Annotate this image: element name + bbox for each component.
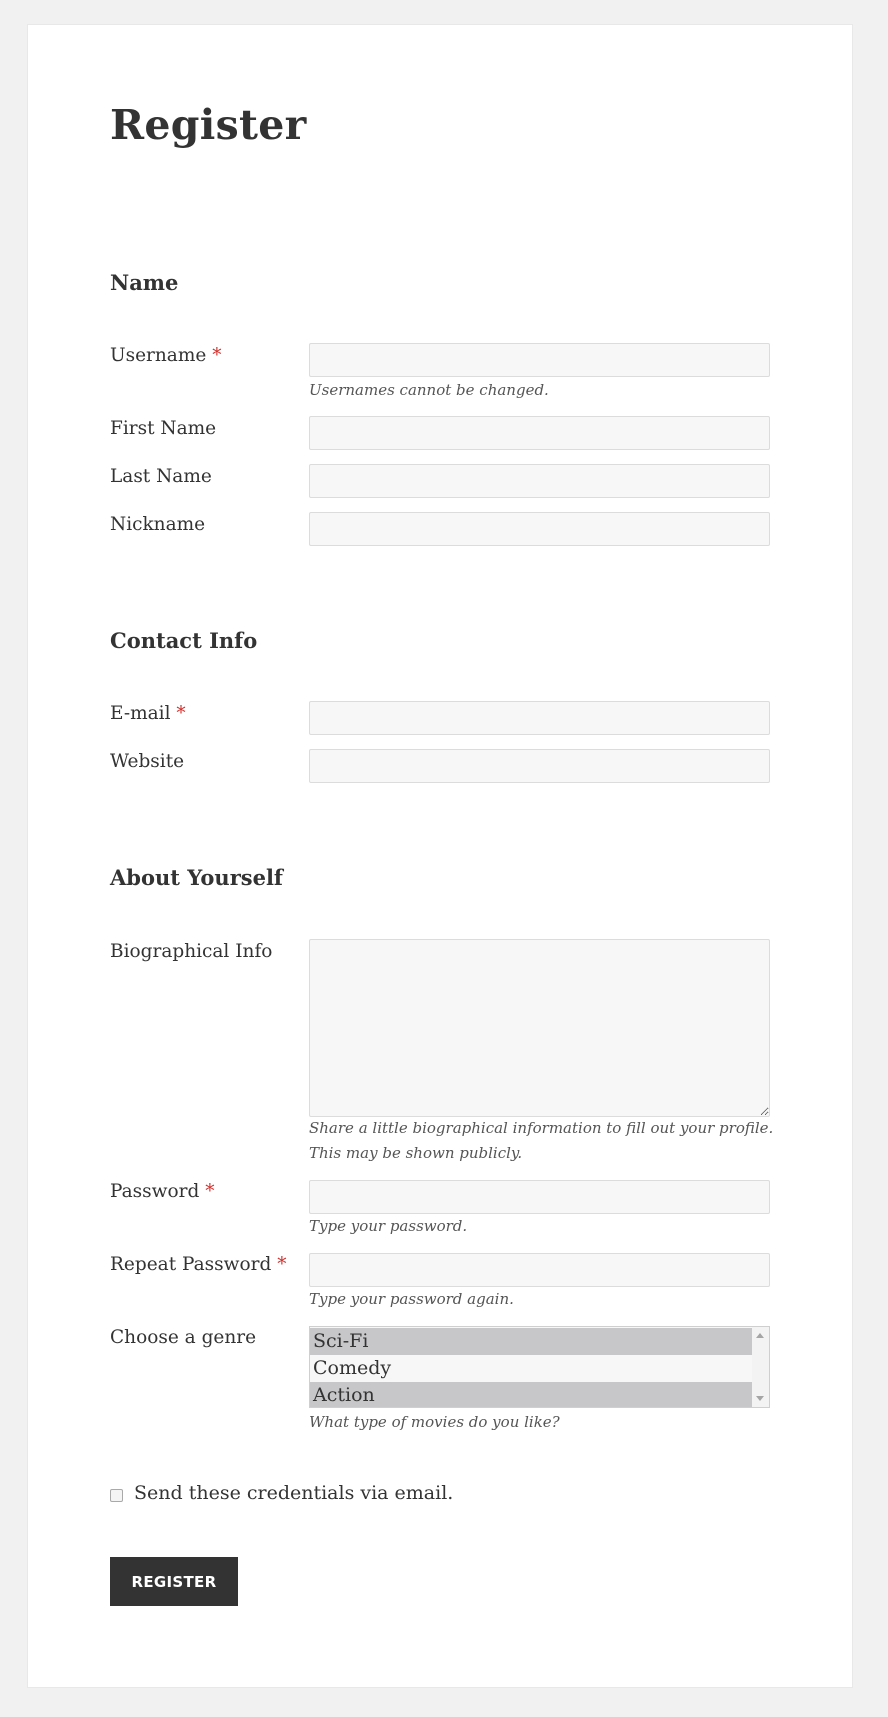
first-name-label: First Name (110, 418, 217, 439)
genre-option-comedy[interactable]: Comedy (313, 1357, 392, 1379)
send-credentials-label[interactable]: Send these credentials via email. (134, 1482, 454, 1504)
required-marker: * (176, 703, 186, 724)
genre-scrollbar[interactable] (752, 1327, 769, 1407)
username-label-text: Username (110, 345, 207, 366)
email-label-text: E-mail (110, 703, 171, 724)
nickname-label: Nickname (110, 514, 206, 535)
genre-option-action[interactable]: Action (310, 1382, 753, 1408)
username-label (110, 345, 221, 367)
password-hint: Type your password. (309, 1217, 468, 1235)
required-marker: * (212, 345, 222, 366)
password-label (110, 1181, 214, 1203)
repeat-password-hint: Type your password again. (309, 1290, 514, 1308)
required-marker: * (205, 1181, 215, 1202)
password-input[interactable] (309, 1180, 770, 1214)
email-label (110, 703, 186, 725)
username-hint: Usernames cannot be changed. (309, 381, 549, 399)
last-name-input[interactable] (309, 464, 770, 498)
section-title-about: About Yourself (110, 865, 283, 890)
website-label: Website (110, 751, 185, 772)
repeat-password-label (110, 1254, 286, 1276)
email-input[interactable] (309, 701, 770, 735)
required-marker: * (277, 1254, 287, 1275)
section-title-name: Name (110, 270, 179, 295)
bio-textarea[interactable] (309, 939, 770, 1117)
first-name-input[interactable] (309, 416, 770, 450)
genre-label: Choose a genre (110, 1327, 257, 1348)
genre-multiselect[interactable] (309, 1326, 770, 1408)
scroll-up-icon[interactable] (756, 1333, 764, 1338)
register-button[interactable]: REGISTER (110, 1557, 238, 1606)
username-input[interactable] (309, 343, 770, 377)
bio-hint-line2: This may be shown publicly. (309, 1144, 523, 1162)
repeat-password-label-text: Repeat Password (110, 1254, 272, 1275)
nickname-input[interactable] (309, 512, 770, 546)
section-title-contact: Contact Info (110, 628, 258, 653)
send-credentials-checkbox[interactable] (110, 1489, 123, 1502)
genre-option-scifi[interactable]: Sci-Fi (310, 1328, 753, 1355)
page-title: Register (110, 101, 307, 149)
genre-hint: What type of movies do you like? (309, 1413, 560, 1431)
website-input[interactable] (309, 749, 770, 783)
bio-label: Biographical Info (110, 941, 273, 962)
password-label-text: Password (110, 1181, 200, 1202)
bio-hint-line1: Share a little biographical information to fill out your profile. (309, 1119, 774, 1137)
last-name-label: Last Name (110, 466, 212, 487)
scroll-down-icon[interactable] (756, 1396, 764, 1401)
repeat-password-input[interactable] (309, 1253, 770, 1287)
